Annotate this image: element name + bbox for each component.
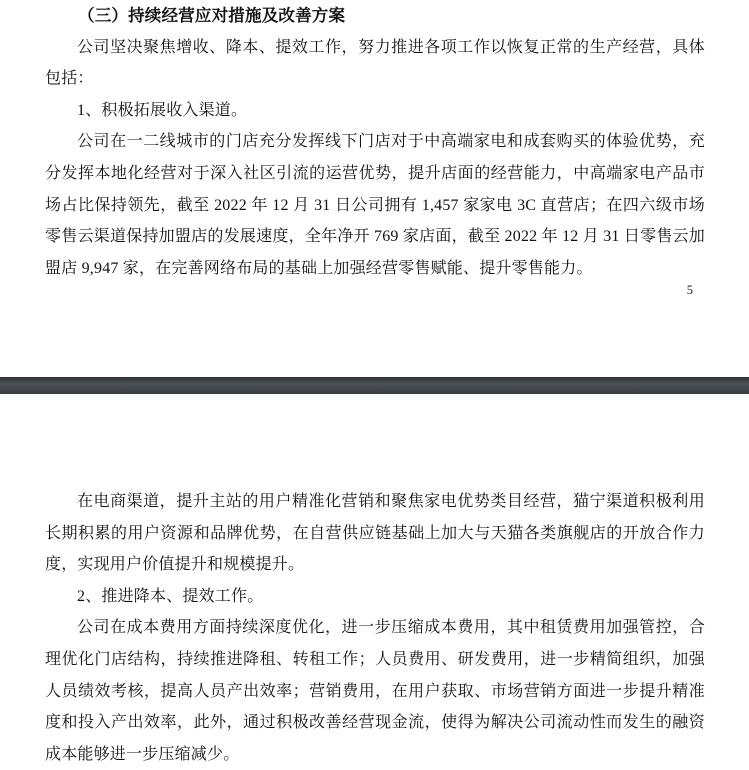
text-line: 长期积累的用户资源和品牌优势，在自营供应链基础上加大与天猫各类旗舰店的开放合作力	[45, 524, 705, 542]
page-1-content	[45, 0, 705, 284]
text-line: 成本能够进一步压缩减少。	[45, 745, 240, 763]
section-heading: （三）持续经营应对措施及改善方案	[78, 6, 346, 25]
text-line: 公司在一二线城市的门店充分发挥线下门店对于中高端家电和成套购买的体验优势，充	[77, 133, 705, 151]
text-line: 在电商渠道，提升主站的用户精准化营销和聚焦家电优势类目经营，猫宁渠道积极利用	[77, 493, 705, 510]
text-line: 度，实现用户价值提升和规模提升。	[45, 556, 305, 574]
text-line: 场占比保持领先，截至 2022 年 12 月 31 日公司拥有 1,457 家家电 3C 直营店；在四六级市场	[45, 196, 705, 214]
text-line: 度和投入产出效率，此外，通过积极改善经营现金流，使得为解决公司流动性而发生的融资	[45, 714, 705, 732]
text-line: 理优化门店结构，持续推进降租、转租工作；人员费用、研发费用，进一步精简组织，加强	[45, 650, 705, 668]
page-number: 5	[686, 283, 693, 297]
pdf-page-2	[0, 394, 749, 762]
text-line: 分发挥本地化经营对于深入社区引流的运营优势，提升店面的经营能力，中高端家电产品市	[45, 164, 705, 182]
text-line: 包括：	[45, 70, 94, 88]
text-line: 公司在成本费用方面持续深度优化，进一步压缩成本费用，其中租赁费用加强管控，合	[77, 619, 705, 637]
text-line: 人员绩效考核，提高人员产出效率；营销费用，在用户获取、市场营销方面进一步提升精准	[45, 682, 705, 700]
text-line: 零售云渠道保持加盟店的发展速度，全年净开 769 家店面，截至 2022 年 12 月 31 日零售云加	[45, 228, 705, 246]
page-2-content	[45, 394, 705, 770]
list-item-2-heading: 2、推进降本、提效工作。	[77, 587, 264, 605]
text-line: 公司坚决聚焦增收、降本、提效工作，努力推进各项工作以恢复正常的生产经营，具体	[77, 38, 705, 56]
pdf-page-1	[0, 0, 749, 377]
list-item-1-heading: 1、积极拓展收入渠道。	[77, 101, 248, 119]
page-separator	[0, 377, 749, 394]
text-line: 盟店 9,947 家，在完善网络布局的基础上加强经营零售赋能、提升零售能力。	[45, 259, 593, 277]
